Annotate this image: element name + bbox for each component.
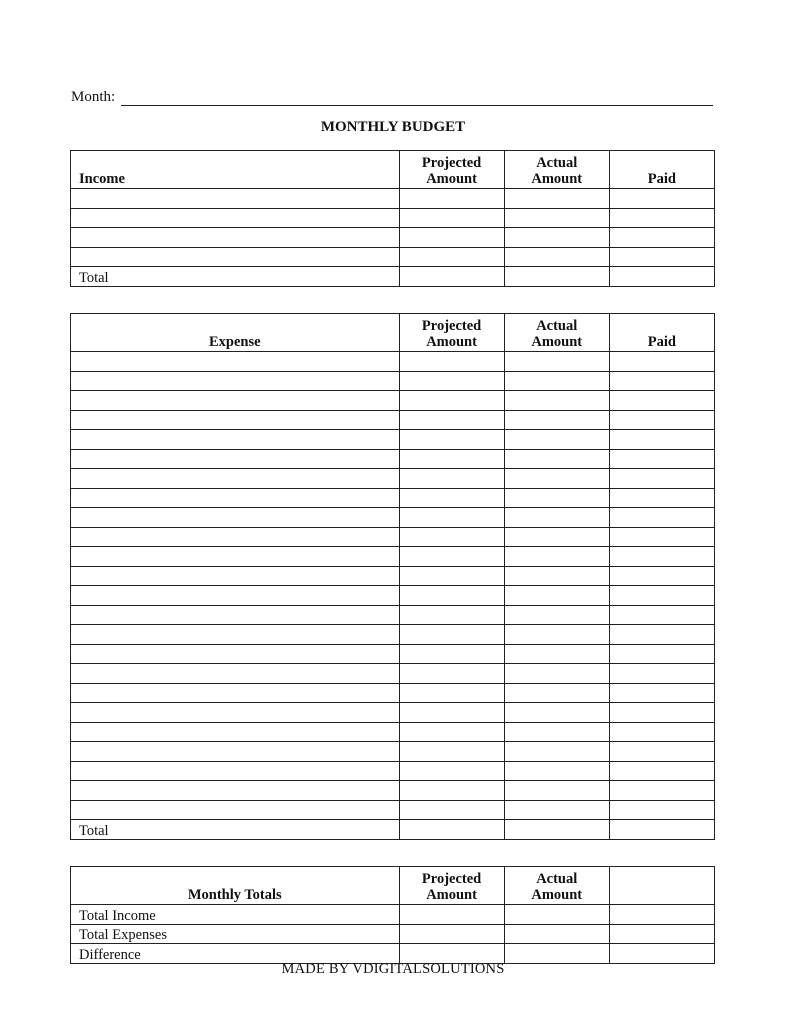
actual-amount-cell[interactable] (504, 566, 609, 586)
expense-name-cell[interactable] (71, 800, 400, 820)
projected-amount-cell[interactable] (399, 625, 504, 645)
paid-cell[interactable] (609, 664, 714, 684)
paid-cell[interactable] (609, 410, 714, 430)
projected-amount-cell[interactable] (399, 189, 504, 209)
month-input-line[interactable] (121, 105, 713, 106)
projected-amount-cell[interactable] (399, 547, 504, 567)
projected-amount-cell[interactable] (399, 800, 504, 820)
income-header-row (71, 151, 715, 189)
paid-cell[interactable] (609, 703, 714, 723)
expense-column-header (71, 314, 400, 352)
paid-cell[interactable] (609, 247, 714, 267)
actual-amount-cell[interactable] (504, 352, 609, 372)
paid-cell[interactable] (609, 722, 714, 742)
expense-row (71, 391, 715, 411)
expense-name-cell[interactable] (71, 391, 400, 411)
paid-cell[interactable] (609, 430, 714, 450)
expense-row (71, 547, 715, 567)
expense-row (71, 410, 715, 430)
expense-header-label: Expense (208, 334, 261, 350)
expense-row (71, 664, 715, 684)
paid-header-label: Paid (647, 171, 676, 187)
projected-amount-cell[interactable] (399, 371, 504, 391)
projected-amount-cell[interactable] (399, 391, 504, 411)
projected-header-line2: Amount (426, 887, 477, 903)
monthly-totals-column-header (71, 867, 400, 905)
expense-name-cell[interactable] (71, 586, 400, 606)
projected-amount-header (399, 314, 504, 352)
projected-header-line2: Amount (426, 334, 477, 350)
actual-amount-header (504, 867, 609, 905)
projected-header-line2: Amount (426, 171, 477, 187)
month-field (71, 88, 713, 106)
actual-amount-cell[interactable] (504, 703, 609, 723)
projected-amount-header (399, 151, 504, 189)
expense-row (71, 371, 715, 391)
expense-name-cell[interactable] (71, 430, 400, 450)
footer-credit: MADE BY VDIGITALSOLUTIONS (281, 961, 505, 977)
actual-amount-cell[interactable] (504, 683, 609, 703)
actual-header-line2: Amount (531, 887, 583, 903)
expense-name-cell[interactable] (71, 722, 400, 742)
paid-header (609, 314, 714, 352)
actual-amount-cell[interactable] (504, 781, 609, 801)
projected-amount-cell[interactable] (399, 605, 504, 625)
page-title: MONTHLY BUDGET (320, 119, 466, 135)
expense-row (71, 742, 715, 762)
projected-amount-cell[interactable] (399, 586, 504, 606)
paid-cell[interactable] (609, 566, 714, 586)
projected-header-line1: Projected (421, 871, 482, 887)
actual-amount-cell[interactable] (504, 761, 609, 781)
totals-row-label: Total Expenses (71, 924, 400, 944)
actual-header-line2: Amount (531, 171, 583, 187)
projected-amount-header (399, 867, 504, 905)
expense-row (71, 703, 715, 723)
income-name-cell[interactable] (71, 228, 400, 248)
paid-cell[interactable] (609, 208, 714, 228)
extra-cell[interactable] (609, 924, 714, 944)
totals-row (71, 905, 715, 925)
paid-cell[interactable] (609, 781, 714, 801)
paid-cell[interactable] (609, 547, 714, 567)
actual-amount-cell[interactable] (504, 371, 609, 391)
monthly-totals-header-label: Monthly Totals (187, 887, 282, 903)
paid-cell[interactable] (609, 352, 714, 372)
paid-cell[interactable] (609, 391, 714, 411)
actual-amount-cell[interactable] (504, 449, 609, 469)
paid-header-label: Paid (647, 334, 676, 350)
projected-amount-cell[interactable] (399, 247, 504, 267)
expense-row (71, 625, 715, 645)
paid-cell[interactable] (609, 508, 714, 528)
projected-amount-cell[interactable] (399, 742, 504, 762)
paid-total-cell[interactable] (609, 820, 714, 840)
expense-name-cell[interactable] (71, 508, 400, 528)
income-row (71, 247, 715, 267)
income-rows (71, 189, 715, 287)
actual-amount-cell[interactable] (504, 247, 609, 267)
paid-header (609, 151, 714, 189)
expense-row (71, 488, 715, 508)
actual-amount-cell[interactable] (504, 586, 609, 606)
expense-row (71, 761, 715, 781)
expense-name-cell[interactable] (71, 371, 400, 391)
totals-row (71, 924, 715, 944)
actual-amount-cell[interactable] (504, 527, 609, 547)
projected-header-line1: Projected (421, 155, 482, 171)
projected-amount-cell[interactable] (399, 924, 504, 944)
projected-amount-cell[interactable] (399, 352, 504, 372)
paid-cell[interactable] (609, 742, 714, 762)
actual-amount-cell[interactable] (504, 547, 609, 567)
expense-row (71, 586, 715, 606)
income-total-row (71, 267, 715, 287)
expense-header-row (71, 314, 715, 352)
expense-row (71, 508, 715, 528)
expense-row (71, 469, 715, 489)
projected-total-cell[interactable] (399, 820, 504, 840)
actual-amount-cell[interactable] (504, 430, 609, 450)
actual-amount-cell[interactable] (504, 664, 609, 684)
projected-total-cell[interactable] (399, 267, 504, 287)
projected-amount-cell[interactable] (399, 703, 504, 723)
projected-amount-cell[interactable] (399, 469, 504, 489)
actual-amount-cell[interactable] (504, 742, 609, 762)
actual-amount-cell[interactable] (504, 189, 609, 209)
actual-amount-cell[interactable] (504, 722, 609, 742)
paid-cell[interactable] (609, 625, 714, 645)
expense-name-cell[interactable] (71, 547, 400, 567)
totals-header-row (71, 867, 715, 905)
actual-amount-cell[interactable] (504, 208, 609, 228)
actual-amount-cell[interactable] (504, 228, 609, 248)
actual-amount-cell[interactable] (504, 469, 609, 489)
projected-amount-cell[interactable] (399, 781, 504, 801)
expense-row (71, 352, 715, 372)
expense-name-cell[interactable] (71, 488, 400, 508)
expense-row (71, 605, 715, 625)
paid-cell[interactable] (609, 761, 714, 781)
income-name-cell[interactable] (71, 208, 400, 228)
expense-row (71, 527, 715, 547)
actual-amount-header (504, 151, 609, 189)
income-row (71, 208, 715, 228)
actual-total-cell[interactable] (504, 820, 609, 840)
actual-amount-cell[interactable] (504, 605, 609, 625)
paid-cell[interactable] (609, 469, 714, 489)
projected-amount-cell[interactable] (399, 722, 504, 742)
expense-row (71, 449, 715, 469)
income-name-cell[interactable] (71, 247, 400, 267)
expense-name-cell[interactable] (71, 566, 400, 586)
totals-rows (71, 905, 715, 964)
expense-name-cell[interactable] (71, 449, 400, 469)
projected-header-line1: Projected (421, 318, 482, 334)
projected-amount-cell[interactable] (399, 508, 504, 528)
expense-row (71, 683, 715, 703)
paid-cell[interactable] (609, 586, 714, 606)
projected-amount-cell[interactable] (399, 449, 504, 469)
projected-amount-cell[interactable] (399, 566, 504, 586)
expense-row (71, 430, 715, 450)
totals-row-label: Difference (71, 944, 400, 964)
expense-row (71, 722, 715, 742)
income-column-header (71, 151, 400, 189)
paid-cell[interactable] (609, 189, 714, 209)
paid-cell[interactable] (609, 605, 714, 625)
projected-amount-cell[interactable] (399, 410, 504, 430)
projected-amount-cell[interactable] (399, 644, 504, 664)
expense-row (71, 644, 715, 664)
projected-amount-cell[interactable] (399, 208, 504, 228)
expense-total-row (71, 820, 715, 840)
totals-row-label: Total Income (71, 905, 400, 925)
expense-name-cell[interactable] (71, 527, 400, 547)
expense-name-cell[interactable] (71, 664, 400, 684)
actual-amount-cell[interactable] (504, 800, 609, 820)
actual-amount-cell[interactable] (504, 391, 609, 411)
month-label: Month: (71, 89, 116, 105)
expense-rows (71, 352, 715, 840)
actual-header-line1: Actual (536, 155, 578, 171)
actual-amount-cell[interactable] (504, 644, 609, 664)
expense-row (71, 800, 715, 820)
expense-name-cell[interactable] (71, 683, 400, 703)
projected-amount-cell[interactable] (399, 527, 504, 547)
expense-name-cell[interactable] (71, 644, 400, 664)
actual-amount-cell[interactable] (504, 924, 609, 944)
paid-cell[interactable] (609, 527, 714, 547)
expense-name-cell[interactable] (71, 703, 400, 723)
extra-cell[interactable] (609, 905, 714, 925)
expense-name-cell[interactable] (71, 761, 400, 781)
expense-name-cell[interactable] (71, 781, 400, 801)
income-header-label: Income (79, 171, 125, 187)
paid-cell[interactable] (609, 371, 714, 391)
actual-amount-cell[interactable] (504, 905, 609, 925)
monthly-totals-table (70, 866, 715, 964)
paid-cell[interactable] (609, 800, 714, 820)
actual-amount-cell[interactable] (504, 488, 609, 508)
income-row (71, 189, 715, 209)
paid-cell[interactable] (609, 488, 714, 508)
income-table (70, 150, 715, 287)
income-total-label: Total (71, 267, 400, 287)
actual-header-line2: Amount (531, 334, 583, 350)
projected-amount-cell[interactable] (399, 430, 504, 450)
expense-name-cell[interactable] (71, 410, 400, 430)
actual-header-line1: Actual (536, 871, 578, 887)
expense-row (71, 781, 715, 801)
projected-amount-cell[interactable] (399, 488, 504, 508)
expense-table (70, 313, 715, 840)
expense-name-cell[interactable] (71, 352, 400, 372)
actual-header-line1: Actual (536, 318, 578, 334)
expense-name-cell[interactable] (71, 469, 400, 489)
paid-total-cell[interactable] (609, 267, 714, 287)
actual-amount-cell[interactable] (504, 508, 609, 528)
paid-header (609, 867, 714, 905)
projected-amount-cell[interactable] (399, 761, 504, 781)
income-row (71, 228, 715, 248)
expense-total-label: Total (71, 820, 400, 840)
paid-cell[interactable] (609, 683, 714, 703)
projected-amount-cell[interactable] (399, 905, 504, 925)
projected-amount-cell[interactable] (399, 228, 504, 248)
paid-cell[interactable] (609, 644, 714, 664)
expense-name-cell[interactable] (71, 742, 400, 762)
actual-total-cell[interactable] (504, 267, 609, 287)
expense-name-cell[interactable] (71, 605, 400, 625)
actual-amount-header (504, 314, 609, 352)
income-name-cell[interactable] (71, 189, 400, 209)
expense-name-cell[interactable] (71, 625, 400, 645)
paid-cell[interactable] (609, 449, 714, 469)
projected-amount-cell[interactable] (399, 683, 504, 703)
actual-amount-cell[interactable] (504, 625, 609, 645)
paid-cell[interactable] (609, 228, 714, 248)
expense-row (71, 566, 715, 586)
projected-amount-cell[interactable] (399, 664, 504, 684)
actual-amount-cell[interactable] (504, 410, 609, 430)
